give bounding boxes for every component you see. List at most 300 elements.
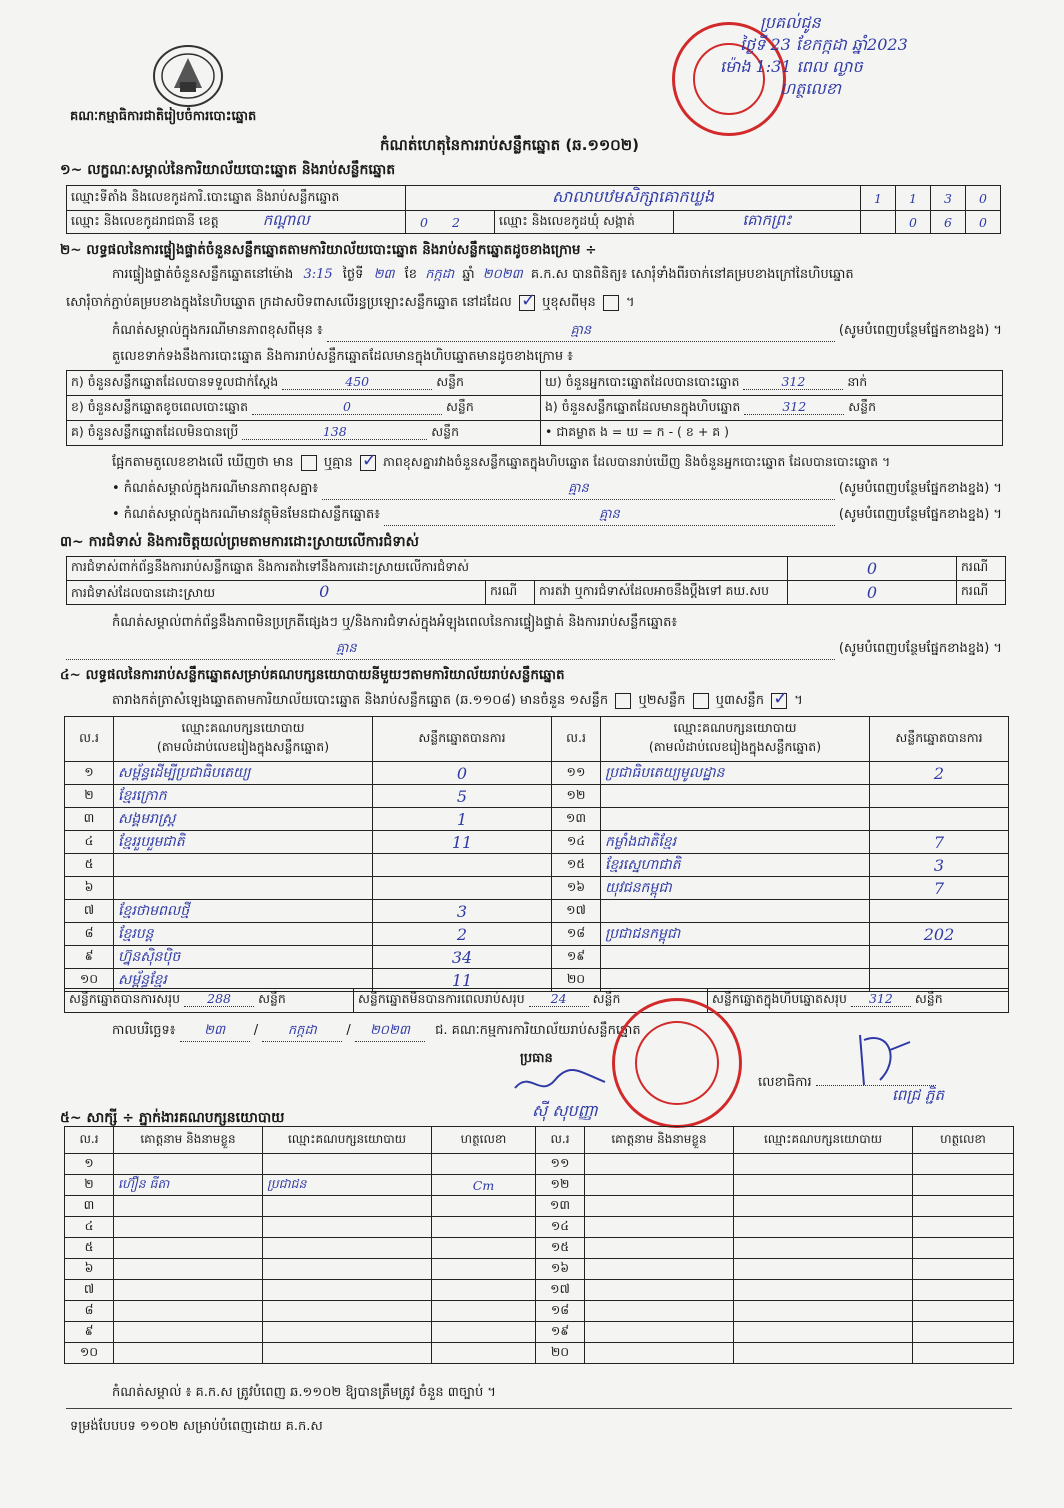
col-no-2: ល.រ	[552, 717, 601, 762]
witness-name	[585, 1154, 734, 1175]
witness-signature	[432, 1322, 536, 1343]
objection-row2-mid-value: 0	[788, 581, 957, 605]
figure-b	[67, 396, 541, 421]
wit-col-sign: ហត្ថលេខា	[432, 1127, 536, 1154]
irregularity-note-value: គ្មាន	[336, 641, 357, 656]
party-no: ១៩	[552, 946, 601, 969]
party-name: ប្រជាជនកម្ពុជា	[601, 923, 870, 946]
verification-time: 3:15	[303, 267, 333, 282]
section1-table	[66, 185, 1001, 234]
figure-formula: • ជាគម្លាត ង = ឃ = ក - ( ខ + គ )	[541, 421, 1003, 446]
objection-row2-unit: ករណី	[486, 581, 535, 605]
col-party-sub: (តាមលំដាប់លេខរៀងក្នុងសន្លឹកឆ្នោត)	[156, 739, 330, 754]
party-votes: 3	[870, 854, 1009, 877]
chair-signature	[510, 1068, 610, 1101]
witness-signature	[913, 1343, 1014, 1364]
committee-label: ជ. គណៈកម្មការការិយាល័យរាប់សន្លឹកឆ្នោត	[435, 1023, 641, 1038]
difference-note-label: • កំណត់សម្គាល់ក្នុងករណីមានភាពខុសគ្នា៖	[112, 481, 319, 496]
witness-table	[64, 1126, 1014, 1364]
witness-no: ២០	[536, 1343, 585, 1364]
witness-row	[65, 1238, 1014, 1259]
figure-d-label: ឃ) ចំនួនអ្នកបោះឆ្នោតដែលបានបោះឆ្នោត	[545, 373, 740, 389]
figure-d-unit: នាក់	[847, 373, 868, 389]
receipt-line-1: ប្រគល់ជូន	[760, 13, 821, 32]
party-votes	[373, 877, 552, 900]
total-invalid-label: សន្លឹកឆ្នោតមិនបានការពេលរាប់សរុប	[358, 991, 525, 1006]
witness-name	[585, 1259, 734, 1280]
verification-year: ២០២៣	[482, 267, 523, 282]
party-name	[601, 808, 870, 831]
official-stamp-bottom	[612, 998, 742, 1128]
province-label-text: ឈ្មោះ និងលេខកូដរាជធានី ខេត្ត	[71, 213, 219, 228]
party-no: ១២	[552, 785, 601, 808]
date-month: កក្កដា	[262, 1022, 342, 1042]
witness-party	[263, 1280, 432, 1301]
witness-signature	[913, 1322, 1014, 1343]
witness-signature	[432, 1154, 536, 1175]
total-box-value: 312	[851, 991, 911, 1007]
totals-row	[64, 988, 1009, 1013]
no-difference-checkbox[interactable]	[360, 455, 376, 471]
province-code-digit: 0	[420, 214, 428, 230]
col-party-sub-2: (តាមលំដាប់លេខរៀងក្នុងសន្លឹកឆ្នោត)	[648, 739, 822, 754]
witness-no: ៧	[65, 1280, 114, 1301]
party-row	[65, 854, 1009, 877]
witness-signature	[432, 1238, 536, 1259]
figure-c	[67, 421, 541, 446]
party-votes	[870, 946, 1009, 969]
party-name: ខ្មែរស្នេហាជាតិ	[601, 854, 870, 877]
two-sheet-checkbox[interactable]	[693, 693, 709, 709]
wit-col-party-2: ឈ្មោះគណបក្សនយោបាយ	[734, 1127, 913, 1154]
party-name	[601, 900, 870, 923]
witness-no: ៥	[65, 1238, 114, 1259]
witness-no: ៩	[65, 1322, 114, 1343]
witness-party	[734, 1301, 913, 1322]
party-no: ១៣	[552, 808, 601, 831]
col-party-title: ឈ្មោះគណបក្សនយោបាយ	[181, 720, 305, 735]
witness-no: ៣	[65, 1196, 114, 1217]
difference-text-b: ឬគ្មាន	[323, 455, 353, 470]
figure-a-value: 450	[282, 374, 432, 390]
irregularity-note-label: កំណត់សម្គាល់ពាក់ព័ន្ធនឹងភាពមិនប្រក្រតីផ្សេងៗ ឬ/និងការជំទាស់ក្នុងអំឡុងពេលនៃការផ្ទៀងផ្ទាត់ និងការរាប់សន្លឹកឆ្នោត៖	[112, 615, 678, 630]
party-votes	[373, 854, 552, 877]
total-invalid-unit: សន្លឹក	[592, 991, 621, 1006]
party-row	[65, 946, 1009, 969]
party-votes: 3	[373, 900, 552, 923]
witness-row	[65, 1217, 1014, 1238]
chair-label: ប្រធាន	[520, 1051, 553, 1066]
province-label	[67, 211, 406, 234]
witness-signature: Cm	[432, 1175, 536, 1196]
foreign-note-label: • កំណត់សម្គាល់ក្នុងករណីមានវត្ថុមិនមែនជាសន្លឹកឆ្នោត៖	[112, 507, 380, 522]
witness-party	[734, 1280, 913, 1301]
wit-col-no: ល.រ	[65, 1127, 114, 1154]
witness-no: ១០	[65, 1343, 114, 1364]
figure-b-unit: សន្លឹក	[445, 398, 474, 414]
witness-party	[263, 1322, 432, 1343]
party-name: កម្លាំងជាតិខ្មែរ	[601, 831, 870, 854]
figure-c-label: គ) ចំនួនសន្លឹកឆ្នោតដែលមិនបានប្រើ	[71, 423, 239, 439]
objection-row2-mid-label: ការតវ៉ា ឬការជំទាស់ដែលអាចនឹងប្ដឹងទៅ គឃ.សប	[535, 581, 788, 605]
witness-party: ប្រជាជន	[263, 1175, 432, 1196]
witness-party	[734, 1154, 913, 1175]
verification-month: កក្កដា	[425, 267, 455, 282]
witness-signature	[432, 1301, 536, 1322]
change-note-hint: (សូមបំពេញបន្ថែមផ្នែកខាងខ្នង) ។	[838, 323, 1002, 338]
witness-signature	[432, 1280, 536, 1301]
date-year: ២០២៣	[355, 1022, 425, 1042]
receipt-annotation	[700, 12, 920, 100]
nec-logo	[150, 42, 226, 110]
figure-d	[541, 371, 1003, 396]
witness-name	[585, 1301, 734, 1322]
party-name	[601, 785, 870, 808]
figure-c-unit: សន្លឹក	[431, 423, 460, 439]
change-note-label: កំណត់សម្គាល់ក្នុងករណីមានភាពខុសពីមុន ៖	[112, 323, 323, 338]
witness-name	[114, 1301, 263, 1322]
province-code-digit: 2	[451, 214, 460, 230]
witness-name	[585, 1322, 734, 1343]
section5-title: ៥~ សាក្សី ÷ ភ្នាក់ងារគណបក្សនយោបាយ	[60, 1110, 285, 1126]
party-votes: 1	[373, 808, 552, 831]
witness-party	[734, 1175, 913, 1196]
objection-row1-label: ការជំទាស់ពាក់ព័ន្ធនឹងការរាប់សន្លឹកឆ្នោត និងការតវ៉ាទៅនឹងការដោះស្រាយលើការជំទាស់	[67, 557, 788, 581]
witness-no: ១១	[536, 1154, 585, 1175]
col-no: ល.រ	[65, 717, 114, 762]
change-note-line	[112, 322, 1002, 342]
witness-no: ២	[65, 1175, 114, 1196]
figure-e-value: 312	[744, 399, 844, 415]
footer-rule	[66, 1408, 1012, 1409]
party-votes: 7	[870, 831, 1009, 854]
party-row	[65, 831, 1009, 854]
figure-a-label: ក) ចំនួនសន្លឹកឆ្នោតដែលបានទទួលជាក់ស្ដែង	[71, 373, 279, 389]
party-results-table	[64, 716, 1009, 992]
party-votes: 2	[373, 923, 552, 946]
witness-party	[734, 1259, 913, 1280]
party-name	[601, 946, 870, 969]
party-no: ៩	[65, 946, 114, 969]
party-name: ប្រជាធិបតេយ្យមូលដ្ឋាន	[601, 762, 870, 785]
witness-no: ១៥	[536, 1238, 585, 1259]
witness-signature	[913, 1217, 1014, 1238]
province-value: កណ្ដាល	[262, 211, 310, 229]
witness-no: ១៩	[536, 1322, 585, 1343]
location-code-digit: 3	[931, 186, 966, 211]
witness-row	[65, 1322, 1014, 1343]
party-votes: 11	[373, 969, 552, 992]
col-party-2	[601, 717, 870, 762]
irregularity-note-line	[66, 640, 1002, 660]
sheet-count-text-b: ឬ២សន្លឹក	[638, 693, 686, 708]
party-no: ១	[65, 762, 114, 785]
wit-col-party: ឈ្មោះគណបក្សនយោបាយ	[263, 1127, 432, 1154]
difference-text-c: ភាពខុសគ្នារវាងចំនួនសន្លឹកឆ្នោតក្នុងហិបឆ្នោត ដែលបានរាប់ឃើញ និងចំនួនអ្នកបោះឆ្នោត ដែលបានបោះឆ្នោត ។	[383, 454, 891, 469]
witness-name	[114, 1238, 263, 1259]
party-no: ៤	[65, 831, 114, 854]
figure-a-unit: សន្លឹក	[436, 373, 464, 389]
witness-row	[65, 1259, 1014, 1280]
witness-no: ១៦	[536, 1259, 585, 1280]
witness-name	[114, 1343, 263, 1364]
party-row	[65, 785, 1009, 808]
witness-signature	[913, 1259, 1014, 1280]
party-votes: 11	[373, 831, 552, 854]
witness-party	[263, 1238, 432, 1259]
witness-party	[263, 1196, 432, 1217]
change-note-value: គ្មាន	[570, 323, 592, 338]
witness-row	[65, 1280, 1014, 1301]
party-votes: 202	[870, 923, 1009, 946]
witness-no: ៨	[65, 1301, 114, 1322]
witness-party	[263, 1217, 432, 1238]
wit-col-name: គោត្តនាម និងនាមខ្លួន	[114, 1127, 263, 1154]
verification-day: ២៣	[373, 267, 395, 282]
figure-a	[67, 371, 541, 396]
party-no: ១៧	[552, 900, 601, 923]
witness-name	[114, 1322, 263, 1343]
witness-name	[114, 1259, 263, 1280]
party-no: ១០	[65, 969, 114, 992]
witness-name	[585, 1238, 734, 1259]
witness-row	[65, 1196, 1014, 1217]
total-box	[708, 989, 1009, 1013]
date-line: កាលបរិច្ឆេទ៖ ២៣ / កក្កដា / ២០២៣ ជ. គណៈកម្មការការិយាល័យរាប់សន្លឹកឆ្នោត	[112, 1022, 641, 1042]
objection-row2-mid-unit: ករណី	[957, 581, 1006, 605]
witness-no: ១៧	[536, 1280, 585, 1301]
party-votes: 34	[373, 946, 552, 969]
party-name: សម្ព័ន្ធខ្មែរ	[114, 969, 373, 992]
witness-party	[263, 1301, 432, 1322]
col-party-title-2: ឈ្មោះគណបក្សនយោបាយ	[673, 720, 797, 735]
commune-code-digit: 0	[896, 211, 931, 234]
witness-signature	[432, 1217, 536, 1238]
changed-checkbox[interactable]	[603, 295, 619, 311]
party-votes	[870, 785, 1009, 808]
objection-row1-value: 0	[788, 557, 957, 581]
total-valid-label: សន្លឹកឆ្នោតបានការសរុប	[69, 991, 181, 1006]
difference-note-field	[322, 480, 835, 500]
witness-party	[734, 1196, 913, 1217]
witness-name	[585, 1196, 734, 1217]
witness-name	[114, 1196, 263, 1217]
witness-party	[734, 1343, 913, 1364]
figure-e-unit: សន្លឹក	[848, 398, 877, 414]
witness-name: ហ៊ឿន ធីតា	[114, 1175, 263, 1196]
wit-col-no-2: ល.រ	[536, 1127, 585, 1154]
party-votes: 7	[870, 877, 1009, 900]
commune-label: ឈ្មោះ និងលេខកូដឃុំ សង្កាត់	[495, 211, 674, 234]
party-no: ១៥	[552, 854, 601, 877]
party-name: ហ្វ៊ុនស៊ិនប៉ិច	[114, 946, 373, 969]
figures-intro: តួលេខទាក់ទងនឹងការបោះឆ្នោត និងការរាប់សន្លឹកឆ្នោតដែលមានក្នុងហិបឆ្នោតមានដូចខាងក្រោម ៖	[112, 349, 573, 364]
difference-note-value: គ្មាន	[568, 481, 589, 496]
foreign-note-line	[112, 506, 1002, 526]
party-votes: 0	[373, 762, 552, 785]
objection-row1-unit: ករណី	[957, 557, 1006, 581]
irregularity-note-hint: (សូមបំពេញបន្ថែមផ្នែកខាងខ្នង) ។	[838, 641, 1002, 656]
party-row	[65, 923, 1009, 946]
figure-e-label: ង) ចំនួនសន្លឹកឆ្នោតដែលមានក្នុងហិបឆ្នោត	[545, 398, 741, 414]
party-no: ២០	[552, 969, 601, 992]
date-label: កាលបរិច្ឆេទ៖	[112, 1023, 176, 1038]
location-code-digit: 1	[861, 186, 896, 211]
commune-code-blank	[861, 211, 896, 234]
verification-text-b: ថ្ងៃទី	[342, 267, 364, 282]
party-name	[114, 854, 373, 877]
party-votes: 2	[870, 762, 1009, 785]
location-label: ឈ្មោះទីតាំង និងលេខកូដការិ.បោះឆ្នោត និងរាប់សន្លឹកឆ្នោត	[67, 186, 406, 211]
foreign-note-value: គ្មាន	[599, 507, 620, 522]
witness-party	[734, 1217, 913, 1238]
witness-signature	[432, 1259, 536, 1280]
section3-title: ៣~ ការជំទាស់ និងការចិត្តយល់ព្រមតាមការដោះស្រាយលើការជំទាស់	[60, 534, 419, 550]
verification-text-c: ខែ	[404, 267, 418, 282]
foreign-note-hint: (សូមបំពេញបន្ថែមផ្នែកខាងខ្នង) ។	[838, 507, 1002, 522]
witness-no: ១៨	[536, 1301, 585, 1322]
witness-signature	[913, 1175, 1014, 1196]
witness-signature	[913, 1238, 1014, 1259]
party-name: ខ្មែរបន្ត	[114, 923, 373, 946]
commune-code-digit: 6	[931, 211, 966, 234]
party-no: ៧	[65, 900, 114, 923]
three-sheet-checkbox[interactable]	[771, 693, 787, 709]
witness-no: ៤	[65, 1217, 114, 1238]
party-no: ៨	[65, 923, 114, 946]
difference-line	[112, 454, 890, 473]
witness-signature	[432, 1343, 536, 1364]
witness-name	[585, 1175, 734, 1196]
witness-name	[585, 1343, 734, 1364]
figure-d-value: 312	[743, 374, 843, 390]
party-no: ១១	[552, 762, 601, 785]
witness-party	[263, 1343, 432, 1364]
commune-code-digit: 0	[966, 211, 1001, 234]
party-row	[65, 762, 1009, 785]
receipt-line-3: ម៉ោង 1:31 ពេល ល្ងាច	[720, 57, 863, 76]
objection-row2-label	[67, 581, 486, 605]
total-valid-unit: សន្លឹក	[258, 991, 286, 1006]
location-code-digit: 0	[966, 186, 1001, 211]
same-checkbox[interactable]	[519, 295, 535, 311]
witness-no: ១	[65, 1154, 114, 1175]
sheet-count-text-a: តារាងកត់ត្រាសំឡេងឆ្នោតតាមការិយាល័យបោះឆ្នោត និងរាប់សន្លឹកឆ្នោត (ឆ.១១០៨) មានចំនួន ១សន្លឹក	[112, 693, 609, 708]
footer-note: កំណត់សម្គាល់ ៖ គ.ក.ស ត្រូវបំពេញ ឆ.១១០២ ឱ្យបានត្រឹមត្រូវ ចំនួន ៣ច្បាប់ ។	[112, 1385, 496, 1400]
witness-no: ១៤	[536, 1217, 585, 1238]
witness-no: ៦	[65, 1259, 114, 1280]
location-value: សាលាបឋមសិក្សាគោកឃ្លង	[406, 186, 861, 211]
witness-no: ១៣	[536, 1196, 585, 1217]
witness-row	[65, 1175, 1014, 1196]
party-votes	[870, 900, 1009, 923]
col-votes-2: សន្លឹកឆ្នោតបានការ	[870, 717, 1009, 762]
changed-label: ឬខុសពីមុន	[542, 295, 596, 310]
location-code-digit: 1	[896, 186, 931, 211]
section1-title: ១~ លក្ខណៈសម្គាល់នៃការិយាល័យបោះឆ្នោត និងរាប់សន្លឹកឆ្នោត	[60, 162, 396, 178]
figure-b-value: 0	[252, 399, 442, 415]
commune-value: គោកព្រះ	[674, 211, 861, 234]
party-no: ៣	[65, 808, 114, 831]
witness-row	[65, 1154, 1014, 1175]
col-votes: សន្លឹកឆ្នោតបានការ	[373, 717, 552, 762]
total-invalid-value: 24	[529, 991, 589, 1007]
party-votes	[870, 808, 1009, 831]
verification-text-2: សោរុំចាក់ភ្ជាប់គម្របខាងក្នុងនៃហិបឆ្នោត ក្រដាសបិទពាសលើរន្ធប្រឡោះសន្លឹកឆ្នោត នៅដដែល	[66, 295, 512, 310]
objection-table	[66, 556, 1006, 605]
date-day: ២៣	[180, 1022, 250, 1042]
figure-e	[541, 396, 1003, 421]
party-no: ២	[65, 785, 114, 808]
witness-party	[734, 1238, 913, 1259]
sheet-count-line: តារាងកត់ត្រាសំឡេងឆ្នោតតាមការិយាល័យបោះឆ្នោត និងរាប់សន្លឹកឆ្នោត (ឆ.១១០៨) មានចំនួន ១សន្លឹក ឬ២សន្លឹក ឬ៣សន្លឹក ✓ ។	[112, 692, 803, 711]
party-name	[114, 877, 373, 900]
secretary-name: ពេជ្រ ភ្ជិត	[892, 1086, 945, 1104]
party-row	[65, 808, 1009, 831]
witness-signature	[432, 1196, 536, 1217]
form-reference: ទម្រង់បែបបទ ១១០២ សម្រាប់បំពេញដោយ គ.ក.ស	[70, 1419, 323, 1434]
party-no: ៥	[65, 854, 114, 877]
form-title: កំណត់ហេតុនៃការរាប់សន្លឹកឆ្នោត (ឆ.១១០២)	[380, 136, 640, 154]
party-name: ខ្មែរក្រោក	[114, 785, 373, 808]
verification-line-1	[112, 266, 854, 285]
witness-party	[263, 1259, 432, 1280]
col-party	[114, 717, 373, 762]
one-sheet-checkbox[interactable]	[615, 693, 631, 709]
objection-row2-value: 0	[319, 581, 330, 601]
difference-text-a: ផ្អែកតាមតួលេខខាងលើ ឃើញថា មាន	[112, 455, 294, 470]
objection-row2-label-text: ការជំទាស់ដែលបានដោះស្រាយ	[71, 584, 216, 600]
foreign-note-field	[384, 506, 835, 526]
receipt-line-2: ថ្ងៃទី 23 ខែកក្កដា ឆ្នាំ2023	[740, 35, 908, 54]
province-code	[406, 211, 495, 234]
has-difference-checkbox[interactable]	[301, 455, 317, 471]
witness-name	[114, 1154, 263, 1175]
witness-signature	[913, 1154, 1014, 1175]
total-box-unit: សន្លឹក	[914, 991, 943, 1006]
witness-name	[114, 1280, 263, 1301]
witness-name	[114, 1217, 263, 1238]
party-name: សង្គមរាស្ត្រ	[114, 808, 373, 831]
witness-signature	[913, 1196, 1014, 1217]
secretary-signature	[850, 1030, 930, 1094]
party-row	[65, 900, 1009, 923]
wit-col-sign-2: ហត្ថលេខា	[913, 1127, 1014, 1154]
party-no: ៦	[65, 877, 114, 900]
party-row	[65, 877, 1009, 900]
secretary-label: លេខាធិការ	[758, 1075, 812, 1090]
difference-note-hint: (សូមបំពេញបន្ថែមផ្នែកខាងខ្នង) ។	[838, 481, 1002, 496]
verification-text-e: គ.ក.ស បានពិនិត្យ៖ សោរុំទាំងពីរចាក់នៅគម្របខាងក្រៅនៃហិបឆ្នោត	[530, 267, 854, 282]
section2-title: ២~ លទ្ធផលនៃការផ្ទៀងផ្ទាត់ចំនួនសន្លឹកឆ្នោតតាមការិយាល័យបោះឆ្នោត និងរាប់សន្លឹកឆ្នោតដូចខាងក្រោម ÷	[60, 242, 597, 258]
verification-text-a: ការផ្ទៀងផ្ទាត់ចំនួនសន្លឹកឆ្នោតនៅម៉ោង	[112, 267, 294, 282]
verification-text-d: ឆ្នាំ	[462, 267, 475, 282]
witness-party	[263, 1154, 432, 1175]
party-no: ១៤	[552, 831, 601, 854]
receipt-line-4: ហត្ថលេខា	[780, 79, 841, 98]
chair-name: ស៊ី សុបញ្ញា	[532, 1101, 598, 1120]
party-name: យុវជនកម្ពុជា	[601, 877, 870, 900]
sheet-count-text-c: ឬ៣សន្លឹក	[715, 693, 764, 708]
witness-party	[734, 1322, 913, 1343]
witness-no: ១២	[536, 1175, 585, 1196]
total-valid-value: 288	[184, 991, 254, 1007]
party-votes: 5	[373, 785, 552, 808]
total-box-label: សន្លឹកឆ្នោតក្នុងហិបឆ្នោតសរុប	[712, 991, 847, 1006]
ballot-figures-table	[66, 370, 1003, 446]
witness-signature	[913, 1301, 1014, 1322]
witness-name	[585, 1217, 734, 1238]
